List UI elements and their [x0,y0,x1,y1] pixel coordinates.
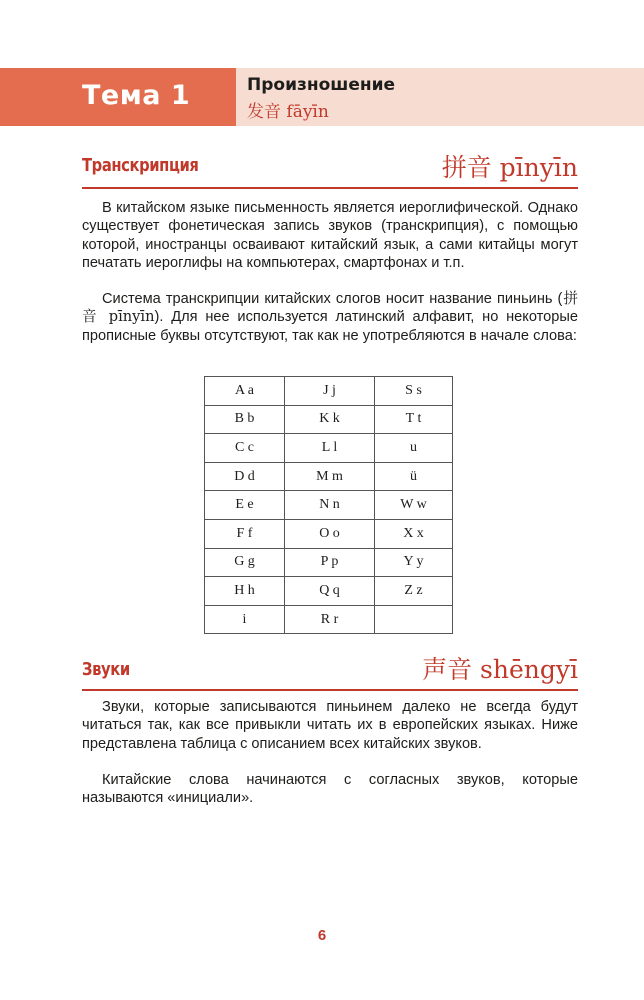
table-cell: F f [205,519,285,548]
table-row [205,548,453,577]
paragraph: Китайские слова начинаются с согласных звуков, которые называются «инициали». [82,772,578,807]
table-cell: O o [285,519,375,548]
page-number: 6 [317,927,327,944]
pinyin-alphabet-table [204,376,453,634]
table-cell: T t [375,405,453,434]
table-cell: K k [285,405,375,434]
paragraph-text: Система транскрипции китайских слогов носит название пиньинь ( [102,291,563,307]
table-row [205,519,453,548]
table-cell: J j [285,377,375,406]
section-chinese-sounds: 声音 shēngyī [422,655,578,684]
table-cell: ü [375,462,453,491]
section-divider [82,689,578,691]
table-cell: Q q [285,577,375,606]
table-cell: P p [285,548,375,577]
paragraph: В китайском языке письменность является иероглифической. Однако существует фонетическая запись звуков (транскрипция), с помощью которой, иностранцы осваивают китайский язык, а сами китайцы могут печатать иероглифы на компьютерах, смартфонах и т.п. [82,200,578,271]
page-title: Произношение [247,75,396,95]
table-row [205,405,453,434]
pinyin-term: 拼音 pīnyīn [82,290,578,326]
paragraph-text: ). Для нее используется латинский алфавит, но некоторые прописные буквы отсутствуют, так как не употребляются в начале слова: [82,309,579,344]
table-cell: M m [285,462,375,491]
table-cell: R r [285,605,375,634]
table-cell [375,605,453,634]
table-cell: W w [375,491,453,520]
table-cell: C c [205,434,285,463]
paragraph [82,290,578,345]
theme-number: Тема 1 [82,80,191,111]
table-row [205,491,453,520]
table-cell: u [375,434,453,463]
table-cell: H h [205,577,285,606]
table-row [205,577,453,606]
section-chinese-transcription: 拼音 pīnyīn [441,153,578,182]
paragraph: Звуки, которые записываются пиньинем далеко не всегда будут читаться так, как все привыкли читать их в европейских языках. Ниже представлена таблица с описанием всех китайских звуков. [82,699,578,752]
table-cell: N n [285,491,375,520]
section-divider [82,187,578,189]
table-cell: E e [205,491,285,520]
table-cell: D d [205,462,285,491]
table-row [205,377,453,406]
table-cell: B b [205,405,285,434]
page-subtitle: 发音 fāyīn [247,102,329,122]
table-cell: S s [375,377,453,406]
table-cell: i [205,605,285,634]
table-cell: X x [375,519,453,548]
table-cell: A a [205,377,285,406]
table-cell: Z z [375,577,453,606]
table-row [205,605,453,634]
section-heading-transcription: Транскрипция [82,155,199,176]
table-cell: L l [285,434,375,463]
table-cell: G g [205,548,285,577]
section-heading-sounds: Звуки [82,659,130,680]
table-cell: Y y [375,548,453,577]
table-row [205,462,453,491]
table-row [205,434,453,463]
